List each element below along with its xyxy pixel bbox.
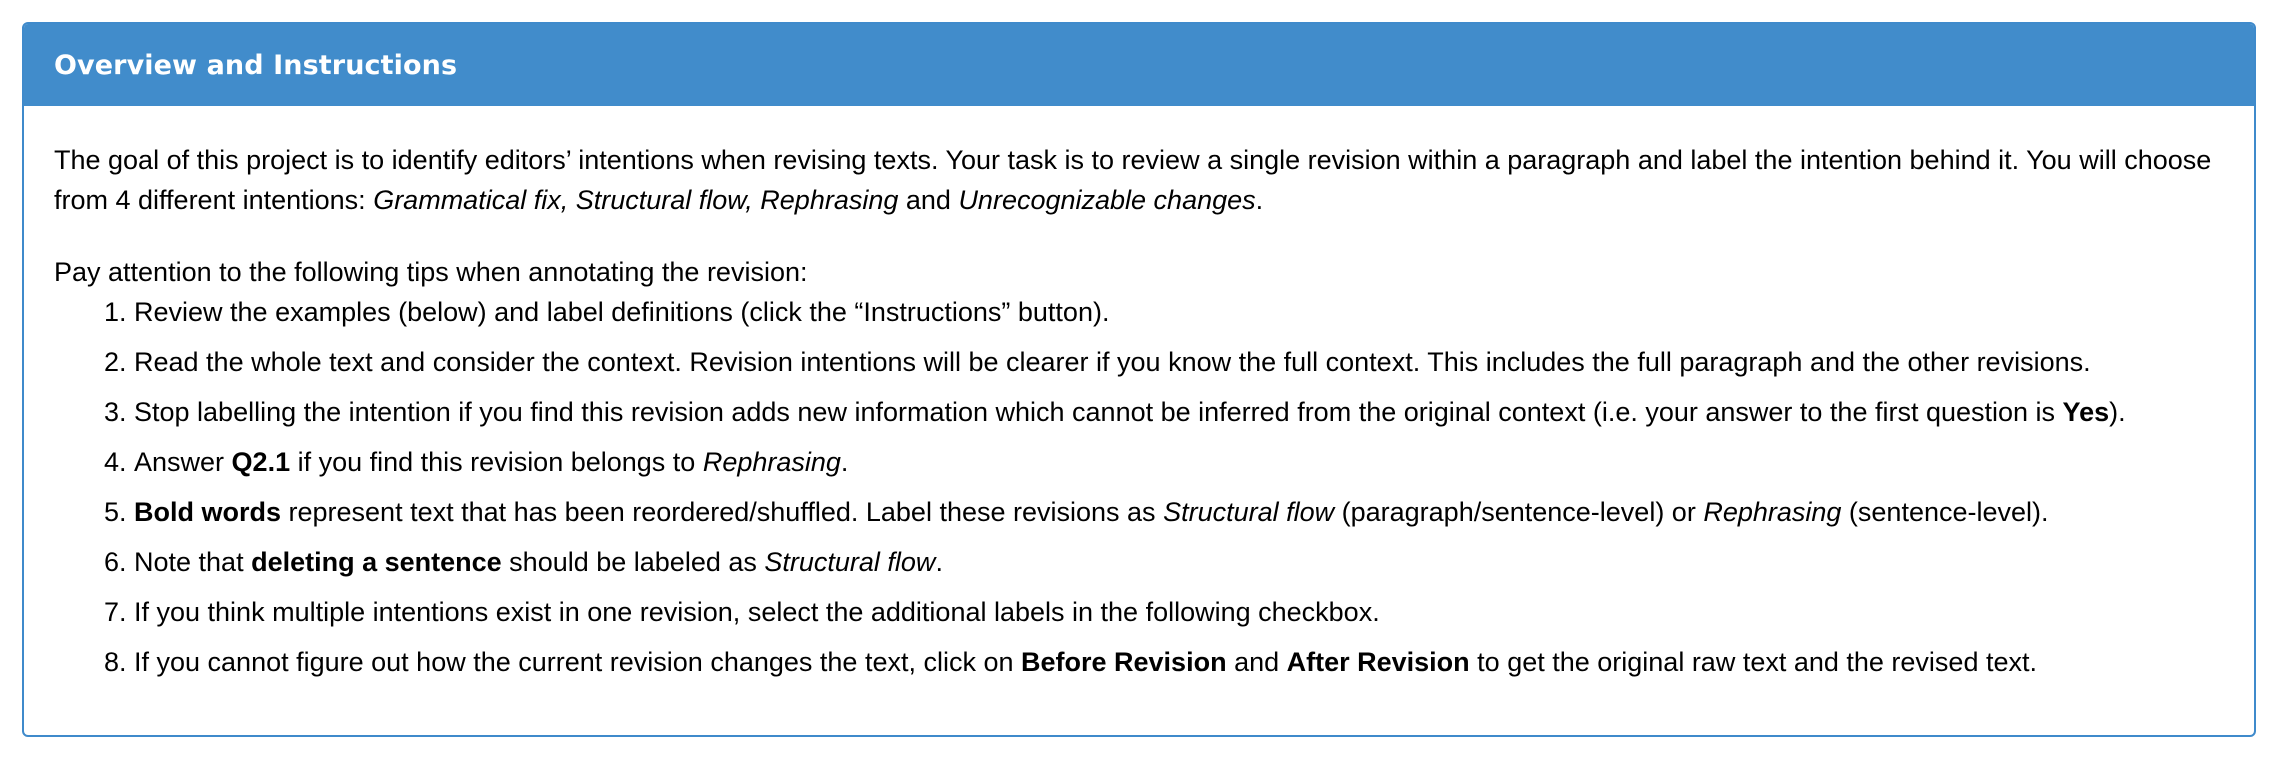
tip-5-italic-structural: Structural flow — [1163, 497, 1335, 527]
tip-item-4 — [134, 442, 2224, 482]
tips-lead: Pay attention to the following tips when annotating the revision: — [54, 257, 808, 287]
tip-3-bold-yes: Yes — [2062, 397, 2110, 427]
tip-4-text-2: if you find this revision belongs to — [290, 447, 703, 477]
tip-6-text-3: . — [935, 547, 943, 577]
tip-8-text-3: to get the original raw text and the revised text. — [1469, 647, 2037, 677]
tip-5-text-3: (sentence-level). — [1841, 497, 2049, 527]
tips-list — [54, 292, 2224, 682]
instructions-panel — [22, 22, 2256, 737]
tip-5-text-2: (paragraph/sentence-level) or — [1334, 497, 1704, 527]
tip-8-text-2: and — [1226, 647, 1287, 677]
panel-title: Overview and Instructions — [54, 49, 458, 81]
tip-4-text-3: . — [840, 447, 849, 477]
intro-intentions-list: Grammatical fix, Structural flow, Rephrasing — [373, 185, 899, 215]
tip-6-text-1: Note that — [134, 547, 252, 577]
tip-5-italic-rephrasing: Rephrasing — [1703, 497, 1842, 527]
panel-body — [24, 106, 2254, 682]
tip-item-5 — [134, 492, 2224, 532]
tip-item-1 — [134, 292, 2224, 332]
intro-text-1: The goal of this project is to identify editors’ intentions when revising texts. Your task is to review a single revision within a paragraph and label the intention behind it. You will choose from 4 different intentions: — [54, 145, 2212, 215]
intro-paragraph — [54, 140, 2224, 220]
tip-item-2 — [134, 342, 2224, 382]
tip-4-text-1: Answer — [134, 447, 232, 477]
panel-header — [24, 24, 2254, 106]
tip-5-bold-words: Bold words — [134, 497, 281, 527]
tip-1-text: Review the examples (below) and label definitions (click the “Instructions” button). — [134, 297, 1110, 327]
tip-2-text: Read the whole text and consider the context. Revision intentions will be clearer if you know the full context. This includes the full paragraph and the other revisions. — [134, 347, 2091, 377]
tip-item-3 — [134, 392, 2224, 432]
tip-5-text-1: represent text that has been reordered/shuffled. Label these revisions as — [281, 497, 1164, 527]
tip-item-7 — [134, 592, 2224, 632]
tip-3-text-2: ). — [2109, 397, 2126, 427]
tip-6-bold-deleting: deleting a sentence — [251, 547, 502, 577]
intro-text-2: and — [898, 185, 959, 215]
tip-3-text-1: Stop labelling the intention if you find this revision adds new information which cannot be inferred from the original context (i.e. your answer to the first question is — [134, 397, 2063, 427]
tip-4-italic-rephrasing: Rephrasing — [702, 447, 841, 477]
tip-item-8 — [134, 642, 2224, 682]
tip-4-bold-q21: Q2.1 — [231, 447, 291, 477]
tip-8-text-1: If you cannot figure out how the current revision changes the text, click on — [134, 647, 1021, 677]
tip-8-bold-before: Before Revision — [1021, 647, 1227, 677]
tip-7-text: If you think multiple intentions exist in one revision, select the additional labels in the following checkbox. — [134, 597, 1380, 627]
tip-8-bold-after: After Revision — [1286, 647, 1470, 677]
intro-text-3: . — [1255, 185, 1264, 215]
tip-6-text-2: should be labeled as — [501, 547, 765, 577]
tip-item-6 — [134, 542, 2224, 582]
tip-6-italic-structural: Structural flow — [764, 547, 936, 577]
intro-unrecognizable: Unrecognizable changes — [958, 185, 1256, 215]
